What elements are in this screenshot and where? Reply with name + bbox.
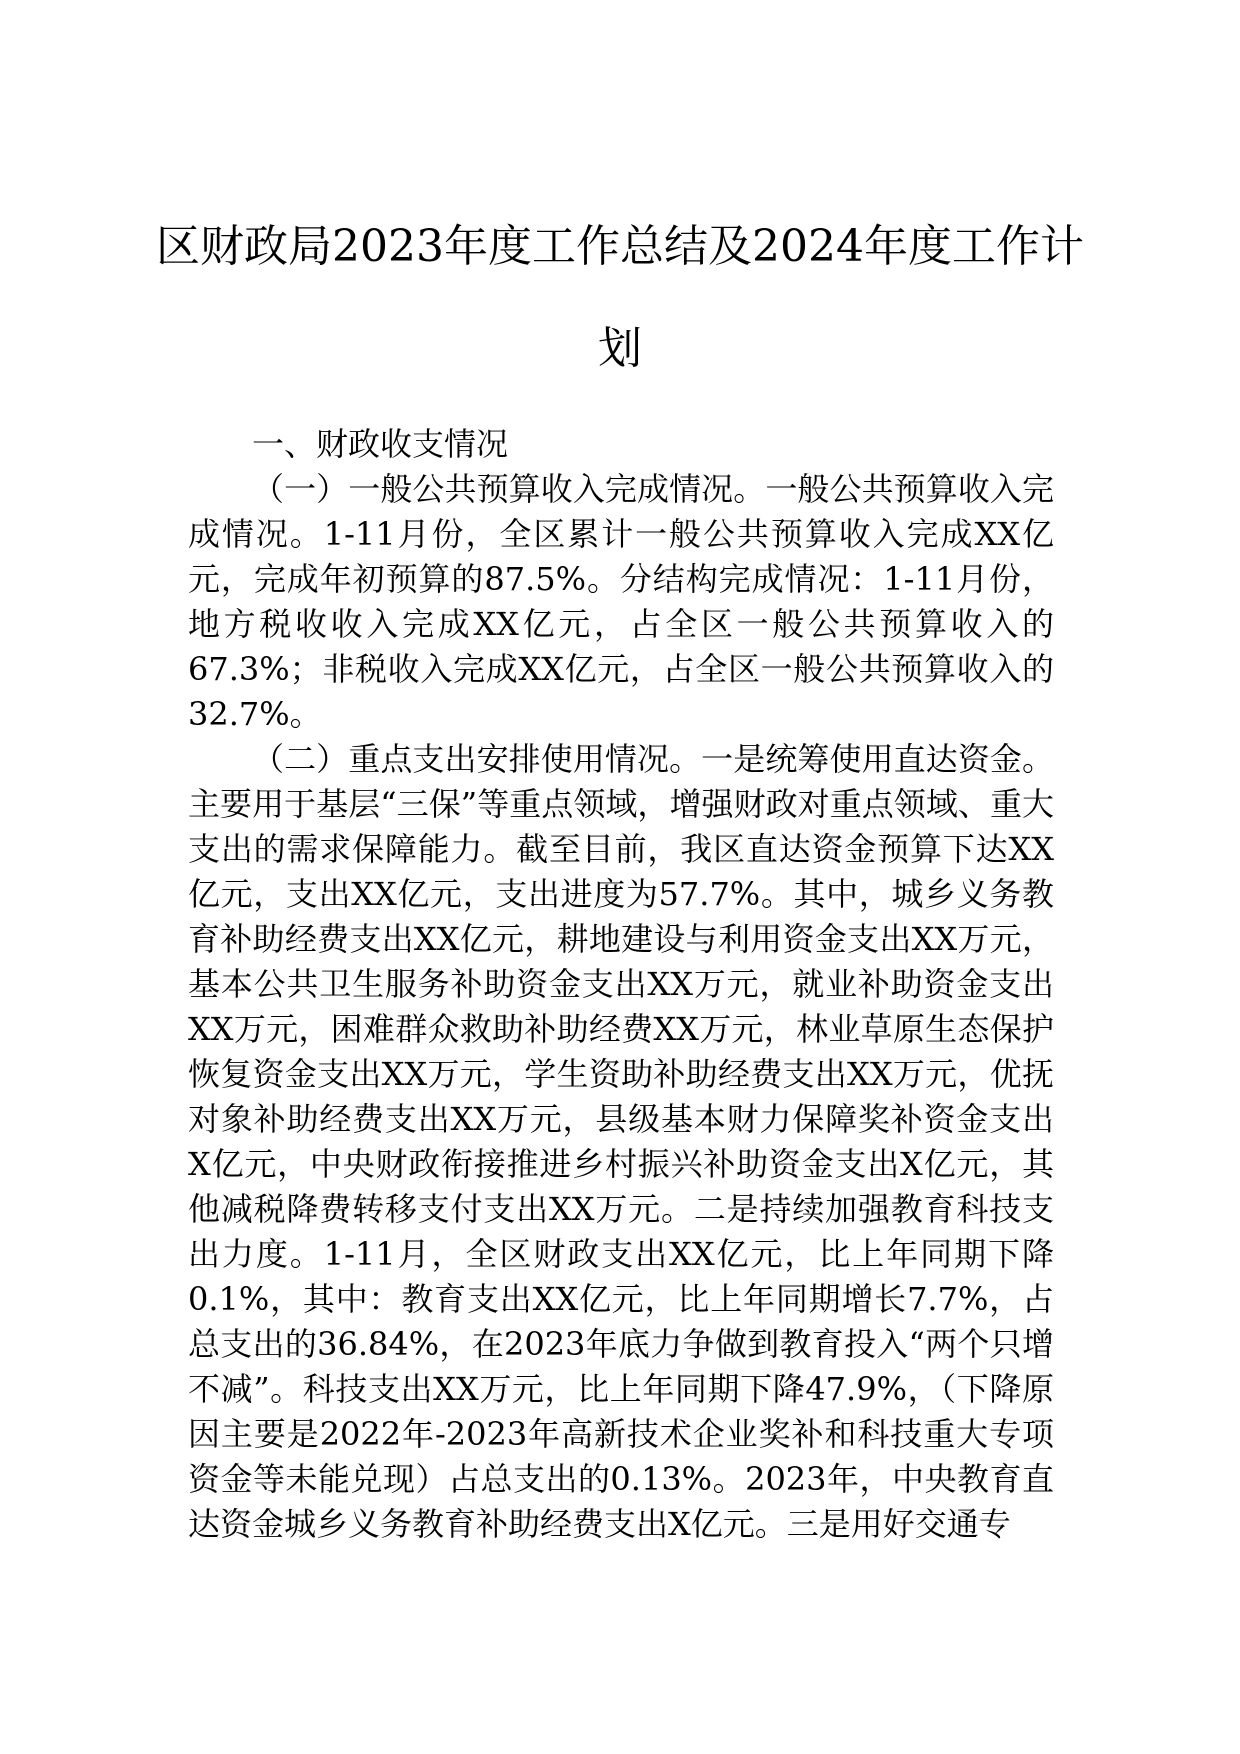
paragraph-expenditure: （二）重点支出安排使用情况。一是统筹使用直达资金。主要用于基层“三保”等重点领域，增强财政对重点领域、重大支出的需求保障能力。截至目前，我区直达资金预算下达XX亿元，支出XX亿元，支出进度为57.7%。其中，城乡义务教育补助经费支出XX亿元，耕地建设与利用资金支出XX万元，基本公共卫生服务补助资金支出XX万元，就业补助资金支出XX万元，困难群众救助补助经费XX万元，林业草原生态保护恢复资金支出XX万元，学生资助补助经费支出XX万元，优抚对象补助经费支出XX万元，县级基本财力保障奖补资金支出X亿元，中央财政衔接推进乡村振兴补助资金支出X亿元，其他减税降费转移支付支出XX万元。二是持续加强教育科技支出力度。1-11月，全区财政支出XX亿元，比上年同期下降0.1%，其中：教育支出XX亿元，比上年同期增长7.7%，占总支出的36.84%，在2023年底力争做到教育投入“两个只增不减”。科技支出XX万元，比上年同期下降47.9%，（下降原因主要是2022年-2023年高新技术企业奖补和科技重大专项资金等未能兑现）占总支出的0.13%。2023年，中央教育直达资金城乡义务教育补助经费支出X亿元。三是用好交通专 [188,740,1054,1543]
paragraph-revenue: （一）一般公共预算收入完成情况。一般公共预算收入完成情况。1-11月份，全区累计一般公共预算收入完成XX亿元，完成年初预算的87.5%。分结构完成情况：1-11月份，地方税收收入完成XX亿元，占全区一般公共预算收入的67.3%；非税收入完成XX亿元，占全区一般公共预算收入的32.7%。 [188,470,1054,733]
document-body [188,422,1054,1547]
document-title: 区财政局2023年度工作总结及2024年度工作计划 [156,221,1084,374]
section-heading: 一、财政收支情况 [252,425,509,463]
